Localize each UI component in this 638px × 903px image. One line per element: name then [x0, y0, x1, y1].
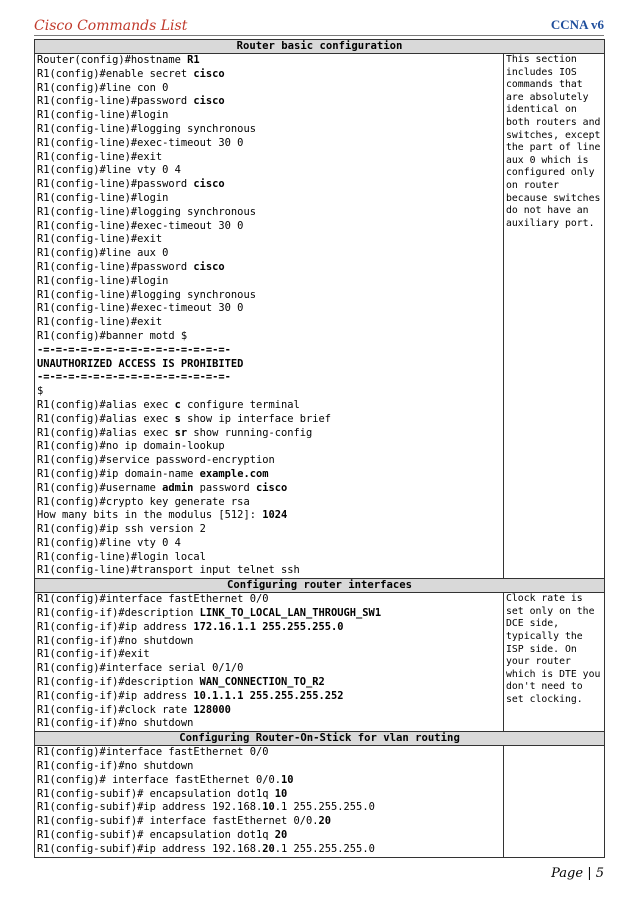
command-value: UNAUTHORIZED ACCESS IS PROHIBITED: [37, 357, 244, 370]
document-title: Cisco Commands List: [34, 18, 188, 34]
command-line: [37, 427, 501, 441]
command-line: [37, 54, 501, 68]
command-line: [37, 564, 501, 578]
command-value: R1: [187, 54, 200, 66]
command-block: [35, 54, 504, 579]
command-text: R1(config-line)#exit: [37, 316, 163, 329]
command-line: [37, 704, 501, 718]
command-value: -=-=-=-=-=-=-=-=-=-=-=-=-=-=-=-: [37, 343, 231, 356]
command-line: [37, 676, 501, 690]
command-text: R1(config-line)#logging synchronous: [37, 288, 256, 301]
command-line: [37, 385, 501, 399]
command-value: 20: [318, 815, 332, 828]
command-value: cisco: [193, 178, 225, 191]
command-text: R1(config)#banner motd $: [37, 329, 188, 342]
command-line: [37, 178, 501, 192]
command-text: R1(config-line)#logging synchronous: [37, 122, 256, 135]
command-value: 10.1.1.1 255.255.255.252: [193, 689, 344, 702]
command-line: [37, 109, 501, 123]
section-body-row: [35, 593, 605, 732]
command-line: [37, 275, 501, 289]
command-line: [37, 843, 501, 857]
command-line: [37, 621, 501, 635]
command-text: R1(config)#line con 0: [37, 81, 169, 94]
command-text: .1 255.255.255.0: [274, 842, 375, 855]
command-value: LINK_TO_LOCAL_LAN_THROUGH_SW1: [199, 607, 382, 620]
command-text: R1(config)#line aux 0: [37, 247, 169, 260]
command-text: R1(config-line)#login: [37, 191, 169, 204]
command-text: R1(config)#alias exec: [37, 426, 175, 439]
section-note: This section includes IOS commands that are absolutely identical on both routers and switches, except the part of line aux 0 which is configured only on router because switches do not have an auxiliary port.: [504, 54, 605, 579]
command-value: 10: [262, 801, 275, 814]
command-value: 10: [280, 773, 294, 786]
command-text: R1(config)#alias exec: [37, 412, 175, 425]
command-text: R1(config-if)#no shutdown: [37, 717, 194, 730]
command-line: [37, 371, 501, 385]
section-header-row: [35, 579, 605, 593]
command-line: [37, 330, 501, 344]
command-line: [37, 413, 501, 427]
command-text: R1(config)#interface serial 0/1/0: [37, 662, 244, 675]
command-block: [35, 593, 504, 732]
command-text: R1(config-if)#description: [37, 607, 200, 620]
command-line: [37, 551, 501, 565]
command-line: [37, 690, 501, 704]
command-line: [37, 192, 501, 206]
command-line: [37, 788, 501, 802]
command-line: [37, 774, 501, 788]
command-text: R1(config-line)#exec-timeout 30 0: [37, 219, 244, 232]
section-title: Configuring router interfaces: [35, 579, 605, 593]
section-body-row: [35, 54, 605, 579]
command-text: R1(config)#ip domain-name: [37, 467, 200, 480]
command-text: $: [37, 385, 44, 398]
command-line: [37, 344, 501, 358]
command-text: R1(config)#line vty 0 4: [37, 536, 181, 549]
section-title: Router basic configuration: [35, 40, 605, 54]
command-text: R1(config-line)#exec-timeout 30 0: [37, 302, 244, 315]
command-text: R1(config-line)#password: [37, 178, 194, 191]
command-text: R1(config-if)#ip address: [37, 689, 194, 702]
command-line: [37, 302, 501, 316]
command-line: [37, 123, 501, 137]
command-text: R1(config-subif)# encapsulation dot1q: [37, 829, 275, 842]
command-line: [37, 537, 501, 551]
command-text: R1(config-line)#password: [37, 95, 194, 108]
command-value: -=-=-=-=-=-=-=-=-=-=-=-=-=-=-=-: [37, 371, 231, 384]
command-line: [37, 523, 501, 537]
command-line: [37, 68, 501, 82]
command-text: R1(config-if)#clock rate: [37, 703, 194, 716]
command-block: [35, 746, 504, 857]
command-line: [37, 509, 501, 523]
command-line: [37, 482, 501, 496]
command-text: R1(config-if)#ip address: [37, 620, 194, 633]
command-text: configure terminal: [180, 398, 300, 411]
command-text: R1(config)#no ip domain-lookup: [37, 440, 225, 453]
command-text: R1(config)#service password-encryption: [37, 454, 275, 467]
command-text: R1(config-if)#no shutdown: [37, 760, 194, 773]
command-value: c: [174, 398, 181, 411]
command-line: [37, 95, 501, 109]
command-text: R1(config)#interface fastEthernet 0/0: [37, 746, 269, 759]
command-value: cisco: [193, 260, 225, 273]
command-line: [37, 635, 501, 649]
command-text: R1(config-subif)# interface fastEthernet 0/0.: [37, 815, 319, 828]
command-text: R1(config-line)#exit: [37, 233, 163, 246]
command-line: [37, 717, 501, 731]
command-line: [37, 164, 501, 178]
section-note: Clock rate is set only on the DCE side, typically the ISP side. On your router which is DTE you don't need to set clocking.: [504, 593, 605, 732]
command-text: R1(config)#alias exec: [37, 398, 175, 411]
command-value: sr: [174, 426, 188, 439]
command-text: R1(config-subif)#ip address 192.168.: [37, 801, 263, 814]
command-value: s: [174, 412, 181, 425]
command-text: How many bits in the modulus [512]:: [37, 509, 263, 522]
command-text: R1(config-line)#logging synchronous: [37, 205, 256, 218]
command-line: [37, 801, 501, 815]
section-note: [504, 746, 605, 857]
command-line: [37, 760, 501, 774]
command-value: 20: [262, 842, 275, 855]
command-line: [37, 316, 501, 330]
command-line: [37, 454, 501, 468]
command-text: R1(config-line)#password: [37, 260, 194, 273]
command-text: .1 255.255.255.0: [274, 801, 375, 814]
command-line: [37, 607, 501, 621]
command-text: R1(config)#username: [37, 481, 163, 494]
command-text: R1(config-line)#exit: [37, 150, 163, 163]
command-value: cisco: [255, 481, 288, 494]
command-line: [37, 399, 501, 413]
command-line: [37, 233, 501, 247]
command-value: 128000: [193, 703, 231, 716]
command-text: R1(config-subif)# encapsulation dot1q: [37, 787, 275, 800]
commands-table: [34, 39, 605, 858]
document-version: CCNA v6: [550, 17, 604, 32]
command-line: [37, 440, 501, 454]
command-text: R1(config-line)#login: [37, 274, 169, 287]
command-line: [37, 815, 501, 829]
command-value: admin: [162, 481, 194, 494]
command-line: [37, 137, 501, 151]
command-text: show running-config: [187, 426, 313, 439]
command-text: R1(config)#line vty 0 4: [37, 164, 181, 177]
command-line: [37, 220, 501, 234]
command-value: 20: [274, 829, 288, 842]
command-line: [37, 206, 501, 220]
command-text: R1(config-if)#no shutdown: [37, 634, 194, 647]
command-value: example.com: [199, 467, 269, 480]
command-text: R1(config)# interface fastEthernet 0/0.: [37, 773, 281, 786]
command-line: [37, 261, 501, 275]
command-text: Router(config)#hostname: [37, 54, 188, 66]
page-number: Page | 5: [551, 866, 604, 881]
command-text: R1(config-line)#exec-timeout 30 0: [37, 136, 244, 149]
header-rule: [34, 35, 604, 36]
command-text: R1(config-line)#login: [37, 109, 169, 122]
command-text: R1(config)#ip ssh version 2: [37, 523, 206, 536]
command-line: [37, 289, 501, 303]
command-value: 172.16.1.1 255.255.255.0: [193, 620, 344, 633]
command-line: [37, 82, 501, 96]
command-text: password: [193, 481, 256, 494]
command-value: 10: [274, 787, 288, 800]
command-line: [37, 496, 501, 510]
command-text: R1(config-if)#exit: [37, 648, 150, 661]
command-value: cisco: [193, 95, 225, 108]
command-text: R1(config-subif)#ip address 192.168.: [37, 842, 263, 855]
command-value: WAN_CONNECTION_TO_R2: [199, 676, 325, 689]
command-text: R1(config-line)#login local: [37, 550, 206, 563]
command-value: cisco: [193, 67, 225, 80]
command-line: [37, 358, 501, 372]
command-value: 1024: [262, 509, 288, 522]
command-line: [37, 746, 501, 760]
section-header-row: [35, 732, 605, 746]
section-header-row: [35, 40, 605, 54]
command-text: R1(config)#interface fastEthernet 0/0: [37, 593, 269, 606]
command-text: R1(config)#enable secret: [37, 67, 194, 80]
command-line: [37, 151, 501, 165]
command-text: R1(config)#crypto key generate rsa: [37, 495, 250, 508]
command-line: [37, 247, 501, 261]
section-title: Configuring Router-On-Stick for vlan routing: [35, 732, 605, 746]
section-body-row: [35, 746, 605, 857]
command-line: [37, 829, 501, 843]
command-line: [37, 593, 501, 607]
command-line: [37, 468, 501, 482]
command-line: [37, 662, 501, 676]
command-line: [37, 648, 501, 662]
command-text: show ip interface brief: [180, 412, 332, 425]
command-text: R1(config-if)#description: [37, 676, 200, 689]
command-text: R1(config-line)#transport input telnet ssh: [37, 564, 300, 577]
